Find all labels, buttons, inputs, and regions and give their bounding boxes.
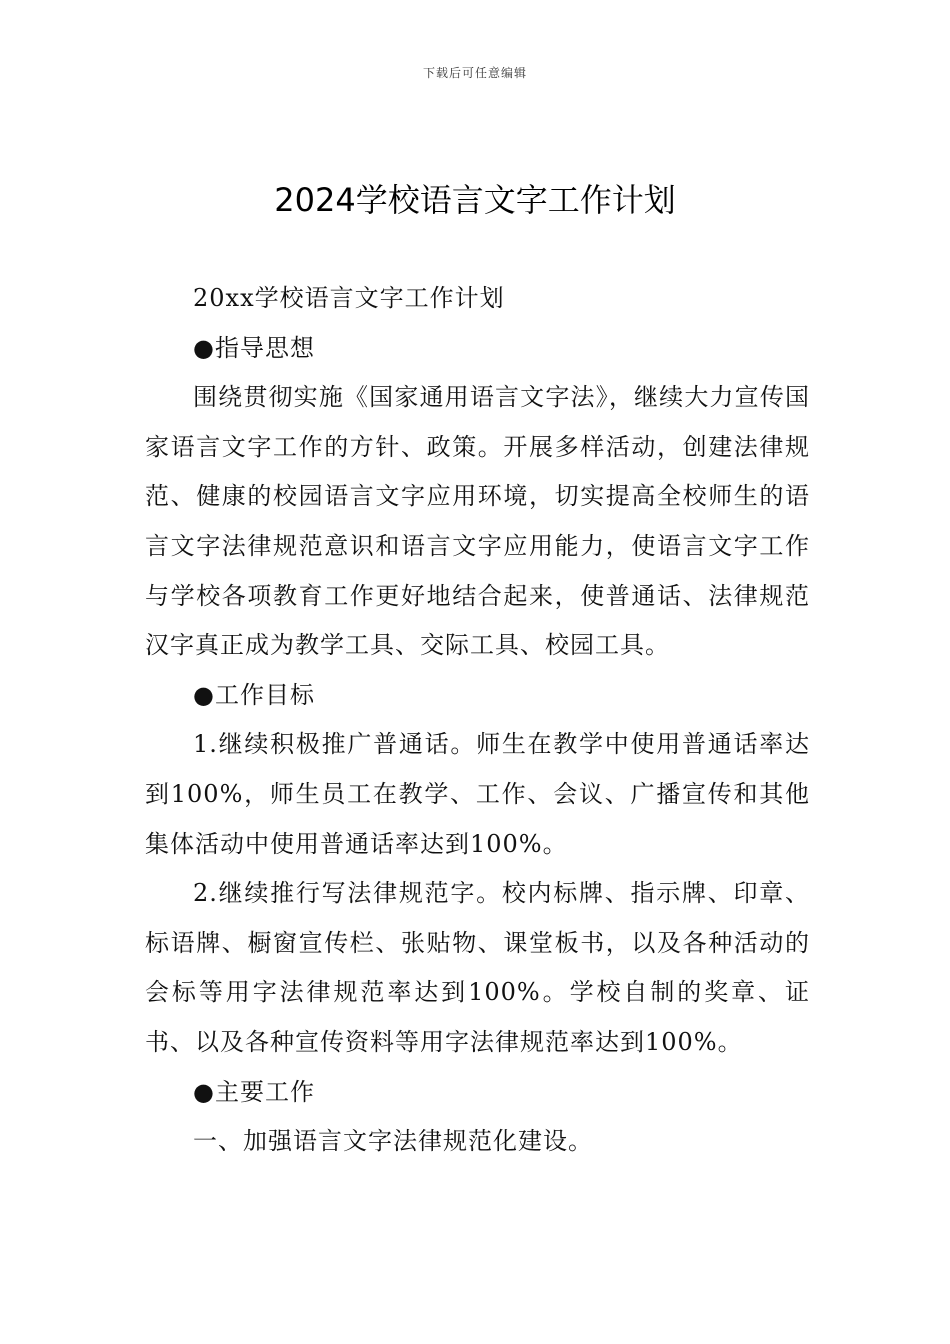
document-body [145, 274, 810, 1167]
paragraph-main-work-1: 一、加强语言文字法律规范化建设。 [193, 1127, 593, 1156]
paragraph-subtitle: 20xx学校语言文字工作计划 [193, 284, 505, 312]
section-heading-guiding-ideology: ●指导思想 [193, 333, 315, 362]
section-heading-main-work: ●主要工作 [193, 1077, 315, 1106]
header-note: 下载后可任意编辑 [422, 66, 527, 80]
paragraph-goal-2: 2.继续推行写法律规范字。校内标牌、指示牌、印章、标语牌、橱窗宣传栏、张贴物、课堂板书，以及各种活动的会标等用字法律规范率达到100%。学校自制的奖章、证书、以及各种宣传资料等用字法律规范率达到100%。 [145, 879, 810, 1056]
paragraph-guiding-ideology: 围绕贯彻实施《国家通用语言文字法》，继续大力宣传国家语言文字工作的方针、政策。开展多样活动，创建法律规范、健康的校园语言文字应用环境，切实提高全校师生的语言文字法律规范意识和语言文字应用能力，使语言文字工作与学校各项教育工作更好地结合起来，使普通话、法律规范汉字真正成为教学工具、交际工具、校园工具。 [145, 383, 810, 660]
document-title: 2024学校语言文字工作计划 [274, 181, 676, 219]
paragraph-goal-1: 1.继续积极推广普通话。师生在教学中使用普通话率达到100%，师生员工在教学、工作、会议、广播宣传和其他集体活动中使用普通话率达到100%。 [145, 730, 810, 858]
section-heading-work-goals: ●工作目标 [193, 680, 315, 709]
